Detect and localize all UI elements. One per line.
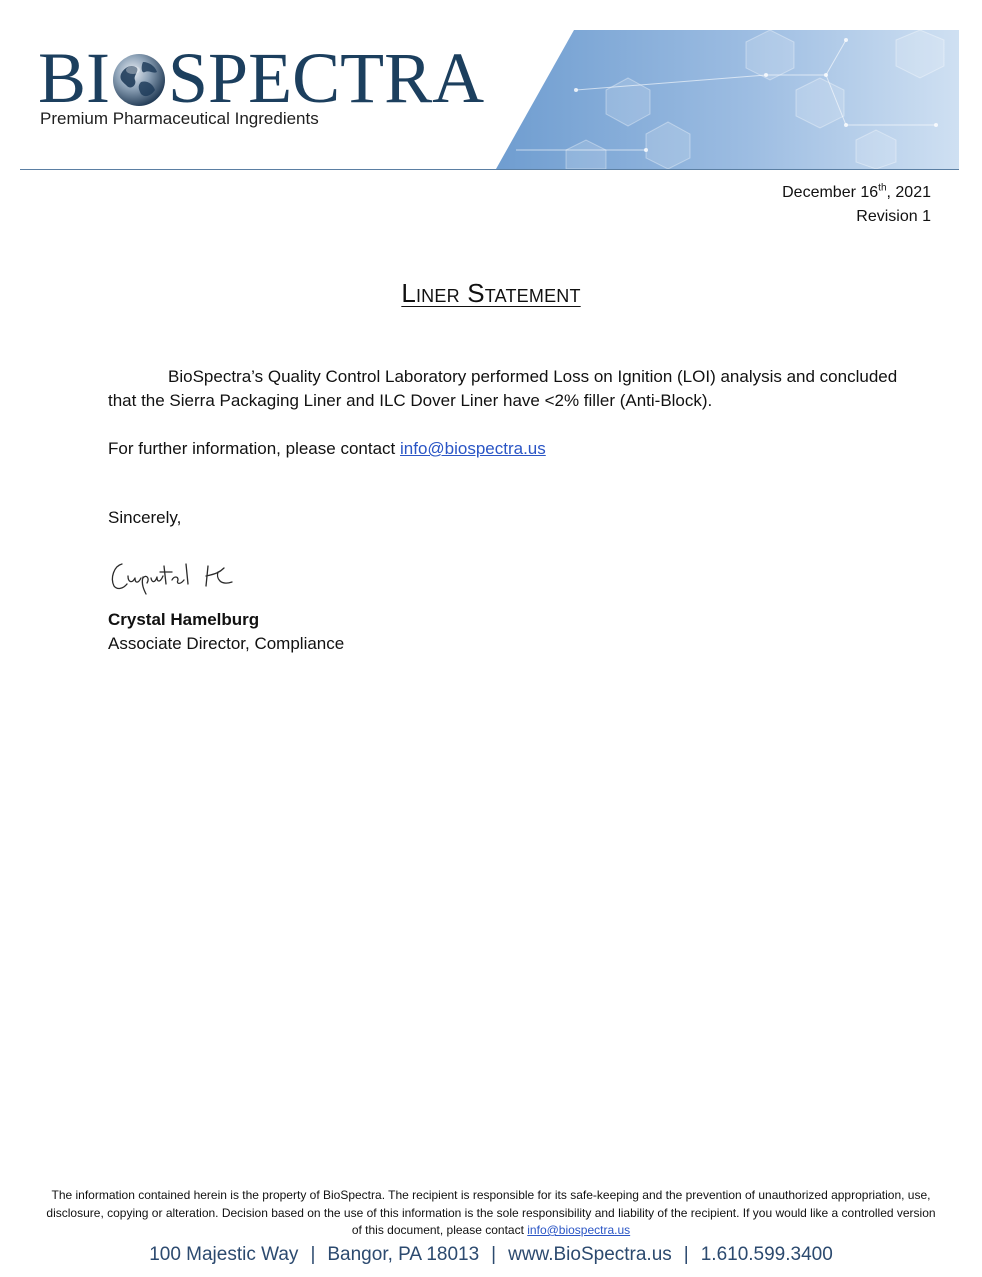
- footer-contact-bar: [0, 1244, 982, 1266]
- footer-website[interactable]: www.BioSpectra.us: [508, 1244, 672, 1265]
- signatory-name: Crystal Hamelburg: [108, 610, 260, 629]
- letterhead: [0, 0, 982, 172]
- footer-email-link[interactable]: info@biospectra.us: [527, 1223, 631, 1237]
- legal-text: The information contained herein is the property of BioSpectra. The recipient is responsible for its safe-keeping and the prevention of unauthorized appropriation, use, disclosure, copying or alteration. Decision based on the use of this information is the sole responsibility and liability of the recipient. If you would like a controlled version of this document, please contact: [46, 1188, 936, 1237]
- header-divider: [20, 169, 959, 170]
- brand-name-part2: SPECTRA: [168, 38, 485, 118]
- date-block: [782, 181, 931, 229]
- handwritten-signature: [108, 556, 248, 596]
- document-title-wrap: [0, 278, 982, 309]
- document-revision: Revision 1: [856, 208, 931, 225]
- closing-salutation: Sincerely,: [108, 508, 182, 527]
- footer-separator: |: [310, 1244, 316, 1265]
- footer-street: 100 Majestic Way: [149, 1244, 299, 1265]
- footer-city: Bangor, PA 18013: [327, 1244, 480, 1265]
- confidentiality-notice: [40, 1187, 942, 1240]
- brand-tagline: Premium Pharmaceutical Ingredients: [40, 109, 319, 128]
- contact-email-link[interactable]: info@biospectra.us: [399, 439, 546, 458]
- brand-name-part1: BI: [38, 38, 110, 118]
- contact-prefix: For further information, please contact: [108, 439, 400, 458]
- contact-paragraph: [108, 437, 908, 461]
- footer-separator: |: [491, 1244, 497, 1265]
- date-ordinal: th: [878, 182, 887, 194]
- hexagon-banner: [496, 30, 959, 169]
- date-month-day: December 16: [782, 184, 879, 201]
- statement-paragraph: [108, 365, 908, 413]
- document-title: Liner Statement: [401, 278, 581, 308]
- footer-phone: 1.610.599.3400: [700, 1244, 833, 1265]
- globe-icon: [111, 52, 167, 108]
- statement-text: BioSpectra’s Quality Control Laboratory performed Loss on Ignition (LOI) analysis and concluded that the Sierra Packaging Liner and ILC Dover Liner have <2% filler (Anti-Block).: [108, 367, 898, 410]
- document-date: [782, 181, 931, 205]
- date-year: , 2021: [886, 184, 931, 201]
- brand-logo: [38, 38, 485, 118]
- footer-separator: |: [683, 1244, 689, 1265]
- signatory-title: Associate Director, Compliance: [108, 634, 345, 653]
